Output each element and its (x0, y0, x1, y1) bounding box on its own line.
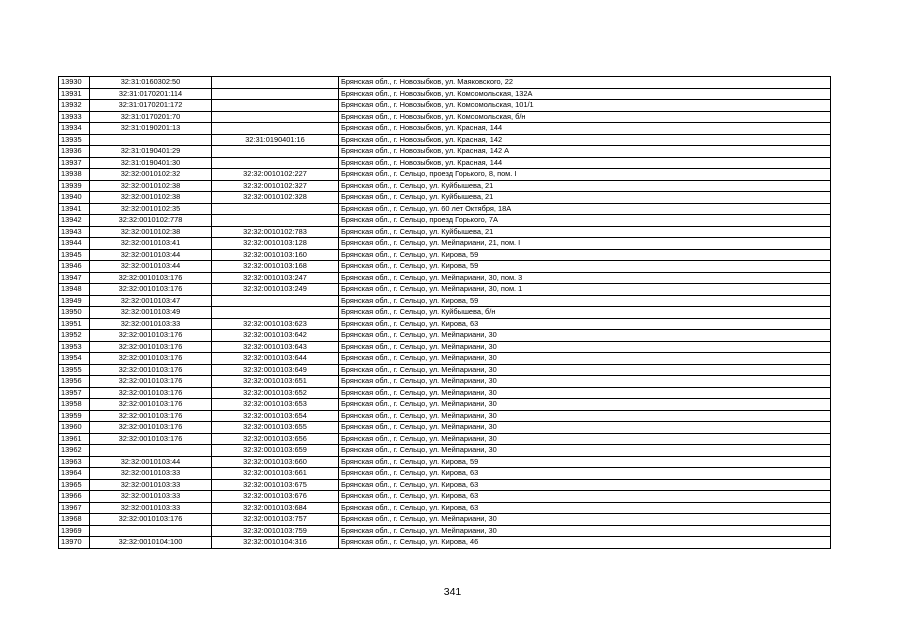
object-cadastral-number-cell: 32:32:0010103:684 (212, 502, 339, 514)
table-row (59, 387, 831, 399)
object-cadastral-number-cell: 32:32:0010103:642 (212, 330, 339, 342)
cadastral-number-cell: 32:32:0010103:176 (90, 272, 212, 284)
address-cell: Брянская обл., г. Сельцо, ул. Мейпариани, 30 (339, 422, 831, 434)
cadastral-number-cell: 32:32:0010103:33 (90, 502, 212, 514)
cadastral-number-cell: 32:32:0010103:176 (90, 330, 212, 342)
table-row (59, 341, 831, 353)
table-row (59, 330, 831, 342)
address-cell: Брянская обл., г. Сельцо, ул. 60 лет Октября, 18А (339, 203, 831, 215)
cadastral-number-cell: 32:32:0010102:38 (90, 226, 212, 238)
object-cadastral-number-cell: 32:32:0010104:316 (212, 537, 339, 549)
row-number-cell: 13940 (59, 192, 90, 204)
cadastral-number-cell: 32:32:0010102:38 (90, 180, 212, 192)
cadastral-number-cell: 32:31:0190401:30 (90, 157, 212, 169)
address-cell: Брянская обл., г. Сельцо, ул. Кирова, 59 (339, 456, 831, 468)
cadastral-number-cell: 32:32:0010102:778 (90, 215, 212, 227)
row-number-cell: 13950 (59, 307, 90, 319)
cadastral-number-cell: 32:32:0010103:49 (90, 307, 212, 319)
address-cell: Брянская обл., г. Сельцо, ул. Кирова, 63 (339, 318, 831, 330)
cadastral-number-cell: 32:32:0010103:44 (90, 261, 212, 273)
address-cell: Брянская обл., г. Сельцо, ул. Мейпариани, 30 (339, 399, 831, 411)
cadastral-number-cell: 32:32:0010103:176 (90, 341, 212, 353)
row-number-cell: 13935 (59, 134, 90, 146)
row-number-cell: 13932 (59, 100, 90, 112)
table-row (59, 157, 831, 169)
row-number-cell: 13941 (59, 203, 90, 215)
address-cell: Брянская обл., г. Сельцо, ул. Куйбышева, 21 (339, 192, 831, 204)
cadastral-number-cell: 32:32:0010102:32 (90, 169, 212, 181)
object-cadastral-number-cell: 32:32:0010103:168 (212, 261, 339, 273)
cadastral-number-cell: 32:32:0010103:176 (90, 364, 212, 376)
cadastral-number-cell: 32:31:0170201:114 (90, 88, 212, 100)
table-row (59, 456, 831, 468)
table-row (59, 146, 831, 158)
table-row (59, 180, 831, 192)
cadastral-number-cell: 32:32:0010104:100 (90, 537, 212, 549)
row-number-cell: 13958 (59, 399, 90, 411)
address-cell: Брянская обл., г. Сельцо, ул. Мейпариани, 30 (339, 353, 831, 365)
object-cadastral-number-cell: 32:32:0010103:757 (212, 514, 339, 526)
cadastral-number-cell: 32:32:0010103:176 (90, 387, 212, 399)
cadastral-number-cell: 32:32:0010102:35 (90, 203, 212, 215)
table-row (59, 514, 831, 526)
object-cadastral-number-cell: 32:32:0010102:328 (212, 192, 339, 204)
table-row (59, 364, 831, 376)
address-cell: Брянская обл., г. Сельцо, ул. Куйбышева, 21 (339, 226, 831, 238)
table-row (59, 399, 831, 411)
address-cell: Брянская обл., г. Сельцо, ул. Кирова, 63 (339, 502, 831, 514)
object-cadastral-number-cell (212, 215, 339, 227)
table-row (59, 376, 831, 388)
object-cadastral-number-cell (212, 111, 339, 123)
cadastral-number-cell (90, 445, 212, 457)
address-cell: Брянская обл., г. Сельцо, ул. Кирова, 63 (339, 468, 831, 480)
address-cell: Брянская обл., г. Сельцо, ул. Мейпариани, 30, пом. 3 (339, 272, 831, 284)
table-row (59, 261, 831, 273)
row-number-cell: 13962 (59, 445, 90, 457)
object-cadastral-number-cell: 32:32:0010103:160 (212, 249, 339, 261)
row-number-cell: 13947 (59, 272, 90, 284)
object-cadastral-number-cell: 32:32:0010103:249 (212, 284, 339, 296)
object-cadastral-number-cell: 32:32:0010103:652 (212, 387, 339, 399)
row-number-cell: 13952 (59, 330, 90, 342)
row-number-cell: 13968 (59, 514, 90, 526)
table-row (59, 284, 831, 296)
object-cadastral-number-cell (212, 307, 339, 319)
cadastral-number-cell: 32:32:0010103:41 (90, 238, 212, 250)
address-cell: Брянская обл., г. Сельцо, ул. Мейпариани, 30 (339, 387, 831, 399)
table-row (59, 295, 831, 307)
row-number-cell: 13957 (59, 387, 90, 399)
cadastral-number-cell: 32:32:0010103:33 (90, 479, 212, 491)
registry-table (58, 76, 831, 549)
table-row (59, 77, 831, 89)
cadastral-number-cell: 32:32:0010103:33 (90, 491, 212, 503)
table-row (59, 169, 831, 181)
object-cadastral-number-cell: 32:32:0010103:655 (212, 422, 339, 434)
table-row (59, 100, 831, 112)
row-number-cell: 13949 (59, 295, 90, 307)
object-cadastral-number-cell: 32:32:0010103:675 (212, 479, 339, 491)
table-row (59, 422, 831, 434)
object-cadastral-number-cell: 32:32:0010103:659 (212, 445, 339, 457)
address-cell: Брянская обл., г. Сельцо, ул. Мейпариани, 30 (339, 410, 831, 422)
row-number-cell: 13966 (59, 491, 90, 503)
row-number-cell: 13959 (59, 410, 90, 422)
cadastral-number-cell: 32:31:0170201:172 (90, 100, 212, 112)
row-number-cell: 13934 (59, 123, 90, 135)
address-cell: Брянская обл., г. Новозыбков, ул. Красная, 142 А (339, 146, 831, 158)
object-cadastral-number-cell: 32:32:0010102:227 (212, 169, 339, 181)
table-row (59, 215, 831, 227)
address-cell: Брянская обл., г. Сельцо, ул. Мейпариани, 30, пом. 1 (339, 284, 831, 296)
cadastral-number-cell: 32:32:0010103:176 (90, 514, 212, 526)
cadastral-number-cell: 32:32:0010103:176 (90, 399, 212, 411)
object-cadastral-number-cell: 32:32:0010103:644 (212, 353, 339, 365)
address-cell: Брянская обл., г. Сельцо, ул. Мейпариани, 30 (339, 376, 831, 388)
row-number-cell: 13967 (59, 502, 90, 514)
table-row (59, 537, 831, 549)
row-number-cell: 13933 (59, 111, 90, 123)
cadastral-number-cell: 32:31:0170201:70 (90, 111, 212, 123)
object-cadastral-number-cell: 32:31:0190401:16 (212, 134, 339, 146)
address-cell: Брянская обл., г. Сельцо, ул. Мейпариани, 30 (339, 433, 831, 445)
table-row (59, 307, 831, 319)
row-number-cell: 13948 (59, 284, 90, 296)
object-cadastral-number-cell: 32:32:0010103:759 (212, 525, 339, 537)
row-number-cell: 13942 (59, 215, 90, 227)
object-cadastral-number-cell (212, 77, 339, 89)
table-row (59, 353, 831, 365)
table-row (59, 410, 831, 422)
table-row (59, 433, 831, 445)
address-cell: Брянская обл., г. Сельцо, ул. Мейпариани, 30 (339, 341, 831, 353)
row-number-cell: 13930 (59, 77, 90, 89)
cadastral-number-cell: 32:32:0010103:33 (90, 318, 212, 330)
row-number-cell: 13939 (59, 180, 90, 192)
object-cadastral-number-cell: 32:32:0010103:676 (212, 491, 339, 503)
table-row (59, 491, 831, 503)
object-cadastral-number-cell (212, 100, 339, 112)
table-row (59, 123, 831, 135)
row-number-cell: 13937 (59, 157, 90, 169)
address-cell: Брянская обл., г. Сельцо, ул. Мейпариани, 30 (339, 445, 831, 457)
address-cell: Брянская обл., г. Сельцо, ул. Кирова, 63 (339, 479, 831, 491)
address-cell: Брянская обл., г. Сельцо, ул. Куйбышева, б/н (339, 307, 831, 319)
object-cadastral-number-cell (212, 295, 339, 307)
cadastral-number-cell: 32:32:0010103:44 (90, 456, 212, 468)
table-row (59, 134, 831, 146)
address-cell: Брянская обл., г. Сельцо, ул. Мейпариани, 30 (339, 364, 831, 376)
row-number-cell: 13954 (59, 353, 90, 365)
table-row (59, 88, 831, 100)
row-number-cell: 13965 (59, 479, 90, 491)
cadastral-number-cell: 32:32:0010103:176 (90, 433, 212, 445)
address-cell: Брянская обл., г. Сельцо, проезд Горького, 7А (339, 215, 831, 227)
object-cadastral-number-cell: 32:32:0010103:660 (212, 456, 339, 468)
cadastral-number-cell: 32:32:0010103:176 (90, 410, 212, 422)
object-cadastral-number-cell: 32:32:0010103:656 (212, 433, 339, 445)
address-cell: Брянская обл., г. Сельцо, ул. Кирова, 59 (339, 249, 831, 261)
address-cell: Брянская обл., г. Новозыбков, ул. Комсомольская, 132А (339, 88, 831, 100)
row-number-cell: 13961 (59, 433, 90, 445)
row-number-cell: 13938 (59, 169, 90, 181)
registry-table-body (59, 77, 831, 549)
cadastral-number-cell: 32:32:0010103:176 (90, 353, 212, 365)
table-row (59, 203, 831, 215)
address-cell: Брянская обл., г. Новозыбков, ул. Красная, 144 (339, 123, 831, 135)
row-number-cell: 13963 (59, 456, 90, 468)
object-cadastral-number-cell (212, 157, 339, 169)
cadastral-number-cell: 32:32:0010103:176 (90, 376, 212, 388)
cadastral-number-cell: 32:32:0010102:38 (90, 192, 212, 204)
address-cell: Брянская обл., г. Сельцо, ул. Кирова, 63 (339, 491, 831, 503)
cadastral-number-cell: 32:32:0010103:47 (90, 295, 212, 307)
object-cadastral-number-cell: 32:32:0010103:643 (212, 341, 339, 353)
address-cell: Брянская обл., г. Сельцо, ул. Кирова, 59 (339, 295, 831, 307)
table-row (59, 318, 831, 330)
row-number-cell: 13946 (59, 261, 90, 273)
object-cadastral-number-cell: 32:32:0010103:654 (212, 410, 339, 422)
table-row (59, 226, 831, 238)
object-cadastral-number-cell: 32:32:0010102:783 (212, 226, 339, 238)
row-number-cell: 13953 (59, 341, 90, 353)
address-cell: Брянская обл., г. Сельцо, ул. Мейпариани, 30 (339, 330, 831, 342)
address-cell: Брянская обл., г. Сельцо, ул. Мейпариани, 21, пом. I (339, 238, 831, 250)
address-cell: Брянская обл., г. Сельцо, ул. Мейпариани, 30 (339, 514, 831, 526)
address-cell: Брянская обл., г. Новозыбков, ул. Красная, 144 (339, 157, 831, 169)
table-row (59, 502, 831, 514)
page-number: 341 (443, 586, 462, 598)
object-cadastral-number-cell: 32:32:0010102:327 (212, 180, 339, 192)
address-cell: Брянская обл., г. Сельцо, ул. Куйбышева, 21 (339, 180, 831, 192)
row-number-cell: 13969 (59, 525, 90, 537)
cadastral-number-cell (90, 525, 212, 537)
table-row (59, 272, 831, 284)
object-cadastral-number-cell: 32:32:0010103:247 (212, 272, 339, 284)
cadastral-number-cell: 32:32:0010103:176 (90, 284, 212, 296)
table-row (59, 479, 831, 491)
object-cadastral-number-cell (212, 88, 339, 100)
table-row (59, 249, 831, 261)
address-cell: Брянская обл., г. Новозыбков, ул. Маяковского, 22 (339, 77, 831, 89)
object-cadastral-number-cell: 32:32:0010103:661 (212, 468, 339, 480)
row-number-cell: 13943 (59, 226, 90, 238)
cadastral-number-cell (90, 134, 212, 146)
address-cell: Брянская обл., г. Сельцо, ул. Мейпариани, 30 (339, 525, 831, 537)
cadastral-number-cell: 32:31:0160302:50 (90, 77, 212, 89)
row-number-cell: 13970 (59, 537, 90, 549)
cadastral-number-cell: 32:32:0010103:176 (90, 422, 212, 434)
address-cell: Брянская обл., г. Новозыбков, ул. Комсомольская, б/н (339, 111, 831, 123)
row-number-cell: 13964 (59, 468, 90, 480)
table-row (59, 192, 831, 204)
address-cell: Брянская обл., г. Новозыбков, ул. Красная, 142 (339, 134, 831, 146)
address-cell: Брянская обл., г. Новозыбков, ул. Комсомольская, 101/1 (339, 100, 831, 112)
address-cell: Брянская обл., г. Сельцо, ул. Кирова, 46 (339, 537, 831, 549)
table-row (59, 111, 831, 123)
object-cadastral-number-cell: 32:32:0010103:623 (212, 318, 339, 330)
object-cadastral-number-cell: 32:32:0010103:651 (212, 376, 339, 388)
row-number-cell: 13951 (59, 318, 90, 330)
cadastral-number-cell: 32:32:0010103:33 (90, 468, 212, 480)
object-cadastral-number-cell (212, 146, 339, 158)
table-row (59, 238, 831, 250)
object-cadastral-number-cell (212, 123, 339, 135)
address-cell: Брянская обл., г. Сельцо, ул. Кирова, 59 (339, 261, 831, 273)
cadastral-number-cell: 32:32:0010103:44 (90, 249, 212, 261)
table-row (59, 468, 831, 480)
table-row (59, 445, 831, 457)
row-number-cell: 13956 (59, 376, 90, 388)
row-number-cell: 13944 (59, 238, 90, 250)
object-cadastral-number-cell (212, 203, 339, 215)
cadastral-number-cell: 32:31:0190201:13 (90, 123, 212, 135)
address-cell: Брянская обл., г. Сельцо, проезд Горького, 8, пом. I (339, 169, 831, 181)
table-row (59, 525, 831, 537)
object-cadastral-number-cell: 32:32:0010103:649 (212, 364, 339, 376)
object-cadastral-number-cell: 32:32:0010103:653 (212, 399, 339, 411)
object-cadastral-number-cell: 32:32:0010103:128 (212, 238, 339, 250)
row-number-cell: 13955 (59, 364, 90, 376)
row-number-cell: 13960 (59, 422, 90, 434)
cadastral-number-cell: 32:31:0190401:29 (90, 146, 212, 158)
row-number-cell: 13945 (59, 249, 90, 261)
row-number-cell: 13931 (59, 88, 90, 100)
row-number-cell: 13936 (59, 146, 90, 158)
